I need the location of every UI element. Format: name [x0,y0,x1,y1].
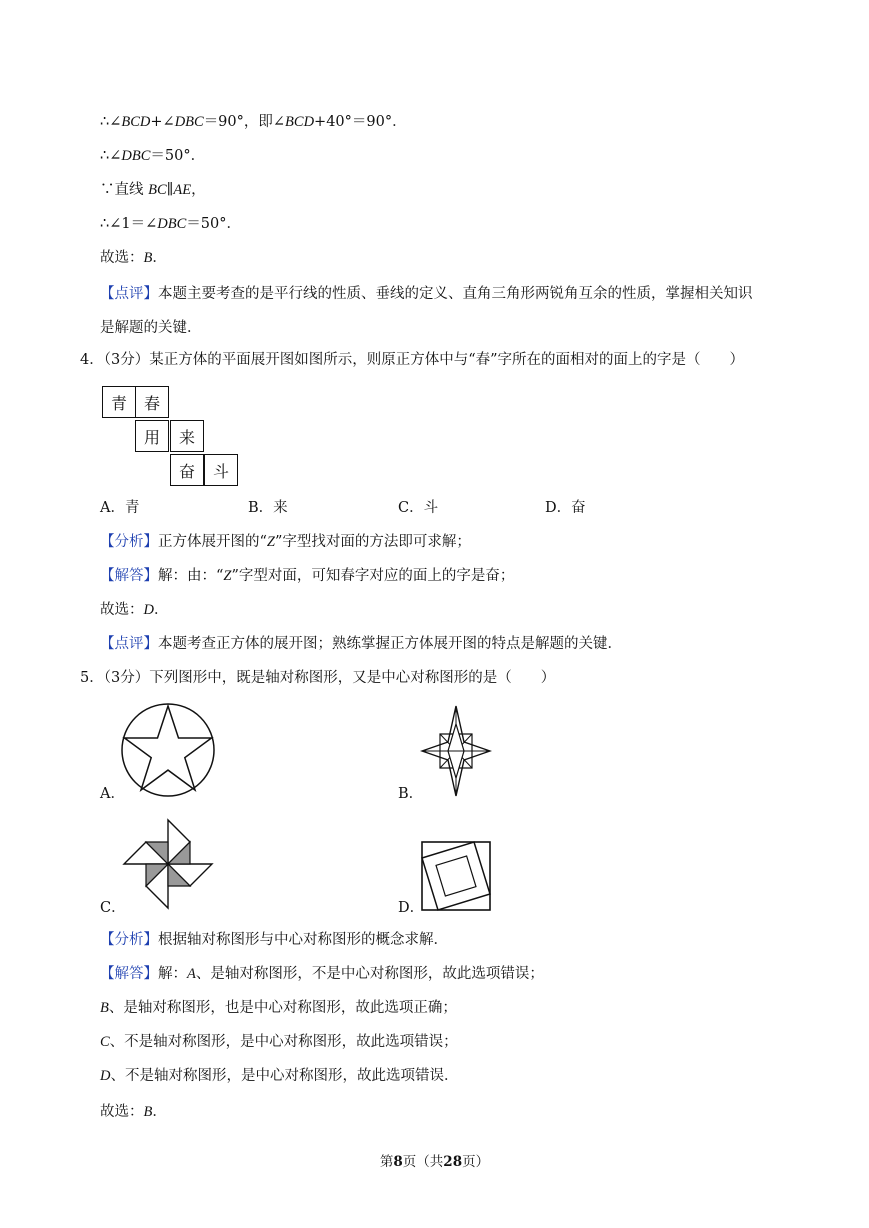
answer-5-line-4 [100,1066,458,1086]
solution-line-1 [100,112,407,132]
text: 正方体展开图的“ [158,534,267,550]
option-b: B．来 [248,500,288,516]
text: BCD [121,114,151,130]
figure-label-c: C． [100,900,126,916]
text: ． [152,250,167,266]
answer-5-line-1 [100,964,544,984]
text: Z [223,568,232,584]
analysis-5 [100,930,448,950]
text: 第 [379,1154,394,1170]
text: 是解题的关键． [100,320,202,336]
answer-4 [100,566,514,586]
text: 页） [462,1154,490,1170]
text: D [100,1068,111,1084]
text: 本题考查正方体的展开图；熟练掌握正方体展开图的特点是解题的关键． [158,636,622,652]
text: ． [152,1104,167,1120]
comment-tag: 【点评】 [100,636,158,652]
figure-label-b: B． [398,786,424,802]
text: ＝90°，即∠ [203,114,286,130]
text: ∴∠ [100,114,122,130]
answer-5-line-3 [100,1032,458,1052]
net-cell: 奋 [170,454,204,486]
answer-tag: 【解答】 [100,568,158,584]
text: 、是轴对称图形，不是中心对称图形，故此选项错误； [195,966,544,982]
solution-line-3 [100,180,206,200]
choice-4 [100,600,168,620]
figure-label-a: A． [100,786,125,802]
solution-line-2 [100,146,205,166]
text: ∥ [166,182,174,198]
text: 、不是轴对称图形，是中心对称图形，故此选项错误． [110,1068,459,1084]
text: 、不是轴对称图形，是中心对称图形，故此选项错误； [109,1034,458,1050]
text: B [100,1000,109,1016]
comment-4 [100,634,622,654]
answer-5-line-2 [100,998,457,1018]
text: 故选： [100,602,144,618]
net-cell: 来 [170,420,204,452]
question-5-stem: 5．（3分）下列图形中，既是轴对称图形，又是中心对称图形的是（ ） [80,670,556,686]
text: A [187,966,196,982]
analysis-tag: 【分析】 [100,932,158,948]
text: ． [153,602,169,618]
analysis-tag: 【分析】 [100,534,158,550]
text: D [143,602,154,618]
text: Z [266,534,275,550]
net-cell: 青 [102,386,136,418]
comment-3 [100,284,753,304]
text: AE [173,182,192,198]
text: BCD [285,114,315,130]
rotated-square-icon [420,840,492,912]
text: DBC [174,114,204,130]
text: ∴∠1＝∠ [100,216,158,232]
text: ， [191,182,206,198]
solution-line-4 [100,214,241,234]
text: 解：由：“ [158,568,224,584]
option-d: D．奋 [545,500,586,516]
question-4-stem: 4．（3分）某正方体的平面展开图如图所示，则原正方体中与“春”字所在的面相对的面上的字是（ ） [80,352,745,368]
total-pages: 28 [443,1154,463,1170]
option-a: A．青 [100,500,140,516]
text: 解： [158,966,187,982]
text: 本题主要考查的是平行线的性质、垂线的定义、直角三角形两锐角互余的性质，掌握相关知识 [158,286,753,302]
comment-tag: 【点评】 [100,286,158,302]
choice-5 [100,1102,167,1122]
text: ∴∠ [100,148,122,164]
text: 故选： [100,1104,144,1120]
text: 故选： [100,250,144,266]
text: BC [148,182,167,198]
text: +∠ [150,114,175,130]
text: +40°＝90°． [314,114,407,130]
text: 、是轴对称图形，也是中心对称图形，故此选项正确； [108,1000,457,1016]
text: C [100,1034,110,1050]
pinwheel-icon [122,818,214,910]
text: B [143,1104,153,1120]
page-number: 8 [393,1154,403,1170]
compass-star-icon [420,704,492,798]
option-c: C．斗 [398,500,439,516]
star-in-circle-icon [118,702,218,798]
analysis-4 [100,532,471,552]
text: ”字型找对面的方法即可求解； [275,534,471,550]
answer-tag: 【解答】 [100,966,158,982]
figure-label-d: D． [398,900,425,916]
text: DBC [121,148,151,164]
comment-3-cont [100,318,202,338]
text: ＝50°． [150,148,206,164]
text: B [143,250,153,266]
text: ∵直线 [100,182,149,198]
text: 根据轴对称图形与中心对称图形的概念求解． [158,932,448,948]
text: ＝50°． [186,216,241,232]
page-footer [0,1150,869,1170]
net-cell: 斗 [204,454,238,486]
text: ”字型对面，可知春字对应的面上的字是奋； [231,568,515,584]
text: DBC [157,216,187,232]
net-cell: 用 [135,420,169,452]
text: 页（共 [402,1154,444,1170]
net-cell: 春 [135,386,169,418]
solution-choice [100,248,167,268]
